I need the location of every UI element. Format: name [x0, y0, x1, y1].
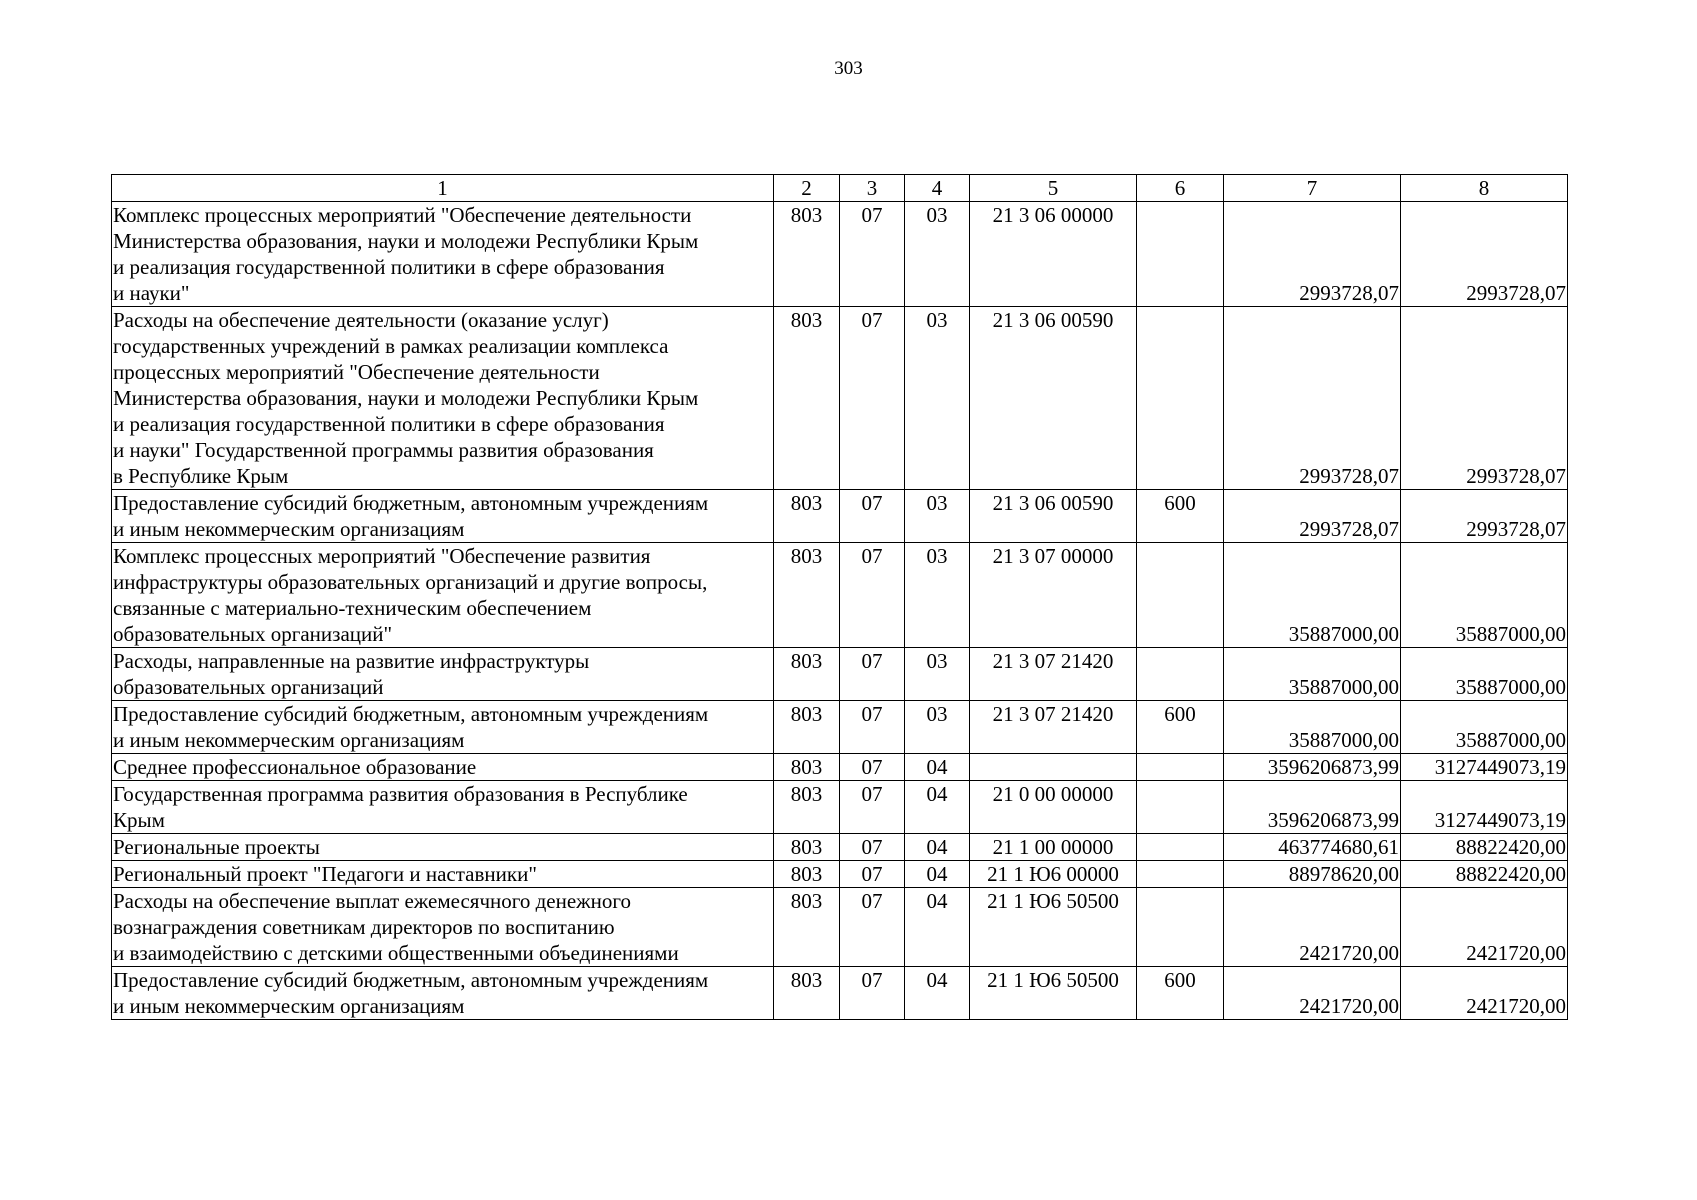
item-name: Предоставление субсидий бюджетным, автономным учреждениям и иным некоммерческим организациям — [112, 490, 774, 543]
subsection-code: 03 — [905, 307, 970, 490]
subsection-code: 03 — [905, 202, 970, 307]
amount-year-1: 463774680,61 — [1224, 834, 1401, 861]
amount-year-1: 3596206873,99 — [1224, 781, 1401, 834]
subsection-code: 04 — [905, 967, 970, 1020]
section-code: 07 — [840, 543, 905, 648]
column-header: 7 — [1224, 175, 1401, 202]
admin-code: 803 — [774, 754, 840, 781]
amount-year-1: 2993728,07 — [1224, 490, 1401, 543]
item-name: Предоставление субсидий бюджетным, автономным учреждениям и иным некоммерческим организациям — [112, 967, 774, 1020]
admin-code: 803 — [774, 202, 840, 307]
target-article-code: 21 1 Ю6 50500 — [970, 888, 1137, 967]
amount-year-1: 35887000,00 — [1224, 648, 1401, 701]
table-row — [112, 834, 1568, 861]
subsection-code: 04 — [905, 834, 970, 861]
subsection-code: 04 — [905, 888, 970, 967]
item-name: Государственная программа развития образования в Республике Крым — [112, 781, 774, 834]
amount-year-2: 88822420,00 — [1401, 834, 1568, 861]
item-name: Комплекс процессных мероприятий "Обеспечение деятельности Министерства образования, науки и молодежи Республики Крым и реализация государственной политики в сфере образования и науки" — [112, 202, 774, 307]
amount-year-2: 35887000,00 — [1401, 543, 1568, 648]
column-header: 1 — [112, 175, 774, 202]
expense-type-code — [1137, 202, 1224, 307]
expense-type-code: 600 — [1137, 701, 1224, 754]
item-name: Комплекс процессных мероприятий "Обеспечение развития инфраструктуры образовательных организаций и другие вопросы, связанные с материально-техническим обеспечением образовательных организаций" — [112, 543, 774, 648]
amount-year-1: 2421720,00 — [1224, 967, 1401, 1020]
section-code: 07 — [840, 490, 905, 543]
admin-code: 803 — [774, 861, 840, 888]
expense-type-code — [1137, 888, 1224, 967]
section-code: 07 — [840, 701, 905, 754]
subsection-code: 03 — [905, 648, 970, 701]
section-code: 07 — [840, 861, 905, 888]
amount-year-2: 3127449073,19 — [1401, 754, 1568, 781]
column-header: 3 — [840, 175, 905, 202]
table-row — [112, 490, 1568, 543]
target-article-code: 21 0 00 00000 — [970, 781, 1137, 834]
amount-year-2: 3127449073,19 — [1401, 781, 1568, 834]
table-row — [112, 543, 1568, 648]
column-header: 8 — [1401, 175, 1568, 202]
section-code: 07 — [840, 202, 905, 307]
subsection-code: 03 — [905, 543, 970, 648]
item-name: Региональный проект "Педагоги и наставники" — [112, 861, 774, 888]
amount-year-2: 35887000,00 — [1401, 701, 1568, 754]
table-row — [112, 307, 1568, 490]
expense-type-code — [1137, 834, 1224, 861]
section-code: 07 — [840, 754, 905, 781]
item-name: Среднее профессиональное образование — [112, 754, 774, 781]
budget-table — [111, 174, 1568, 1020]
section-code: 07 — [840, 307, 905, 490]
expense-type-code — [1137, 754, 1224, 781]
admin-code: 803 — [774, 543, 840, 648]
target-article-code: 21 1 Ю6 00000 — [970, 861, 1137, 888]
target-article-code — [970, 754, 1137, 781]
amount-year-2: 88822420,00 — [1401, 861, 1568, 888]
target-article-code: 21 3 06 00590 — [970, 307, 1137, 490]
admin-code: 803 — [774, 490, 840, 543]
amount-year-1: 2993728,07 — [1224, 307, 1401, 490]
table-row — [112, 701, 1568, 754]
admin-code: 803 — [774, 701, 840, 754]
target-article-code: 21 3 07 00000 — [970, 543, 1137, 648]
amount-year-1: 2421720,00 — [1224, 888, 1401, 967]
section-code: 07 — [840, 888, 905, 967]
target-article-code: 21 1 00 00000 — [970, 834, 1137, 861]
admin-code: 803 — [774, 781, 840, 834]
amount-year-2: 2993728,07 — [1401, 202, 1568, 307]
section-code: 07 — [840, 648, 905, 701]
target-article-code: 21 3 06 00590 — [970, 490, 1137, 543]
amount-year-2: 2421720,00 — [1401, 967, 1568, 1020]
item-name: Расходы на обеспечение выплат ежемесячного денежного вознаграждения советникам директоров по воспитанию и взаимодействию с детскими общественными объединениями — [112, 888, 774, 967]
column-header: 2 — [774, 175, 840, 202]
expense-type-code: 600 — [1137, 967, 1224, 1020]
item-name: Расходы, направленные на развитие инфраструктуры образовательных организаций — [112, 648, 774, 701]
amount-year-2: 2993728,07 — [1401, 490, 1568, 543]
column-header: 6 — [1137, 175, 1224, 202]
admin-code: 803 — [774, 834, 840, 861]
amount-year-1: 35887000,00 — [1224, 701, 1401, 754]
section-code: 07 — [840, 834, 905, 861]
table-row — [112, 202, 1568, 307]
admin-code: 803 — [774, 967, 840, 1020]
amount-year-1: 2993728,07 — [1224, 202, 1401, 307]
item-name: Предоставление субсидий бюджетным, автономным учреждениям и иным некоммерческим организациям — [112, 701, 774, 754]
amount-year-2: 35887000,00 — [1401, 648, 1568, 701]
amount-year-1: 3596206873,99 — [1224, 754, 1401, 781]
expense-type-code — [1137, 543, 1224, 648]
target-article-code: 21 3 07 21420 — [970, 701, 1137, 754]
subsection-code: 03 — [905, 490, 970, 543]
expense-type-code: 600 — [1137, 490, 1224, 543]
amount-year-1: 35887000,00 — [1224, 543, 1401, 648]
table-row — [112, 861, 1568, 888]
admin-code: 803 — [774, 888, 840, 967]
subsection-code: 04 — [905, 861, 970, 888]
admin-code: 803 — [774, 648, 840, 701]
table-row — [112, 781, 1568, 834]
target-article-code: 21 1 Ю6 50500 — [970, 967, 1137, 1020]
expense-type-code — [1137, 648, 1224, 701]
amount-year-2: 2993728,07 — [1401, 307, 1568, 490]
section-code: 07 — [840, 781, 905, 834]
admin-code: 803 — [774, 307, 840, 490]
expense-type-code — [1137, 307, 1224, 490]
amount-year-2: 2421720,00 — [1401, 888, 1568, 967]
section-code: 07 — [840, 967, 905, 1020]
page-number: 303 — [834, 58, 863, 79]
target-article-code: 21 3 06 00000 — [970, 202, 1137, 307]
expense-type-code — [1137, 781, 1224, 834]
subsection-code: 04 — [905, 781, 970, 834]
column-header: 4 — [905, 175, 970, 202]
column-header: 5 — [970, 175, 1137, 202]
table-row — [112, 648, 1568, 701]
target-article-code: 21 3 07 21420 — [970, 648, 1137, 701]
table-row — [112, 967, 1568, 1020]
table-header-row — [112, 175, 1568, 202]
item-name: Расходы на обеспечение деятельности (оказание услуг) государственных учреждений в рамках реализации комплекса процессных мероприятий "Обеспечение деятельности Министерства образования, науки и молодежи Республики Крым и реализация государственной политики в сфере образования и науки" Государственной программы развития образования в Республике Крым — [112, 307, 774, 490]
table-row — [112, 754, 1568, 781]
expense-type-code — [1137, 861, 1224, 888]
subsection-code: 04 — [905, 754, 970, 781]
amount-year-1: 88978620,00 — [1224, 861, 1401, 888]
item-name: Региональные проекты — [112, 834, 774, 861]
table-row — [112, 888, 1568, 967]
subsection-code: 03 — [905, 701, 970, 754]
